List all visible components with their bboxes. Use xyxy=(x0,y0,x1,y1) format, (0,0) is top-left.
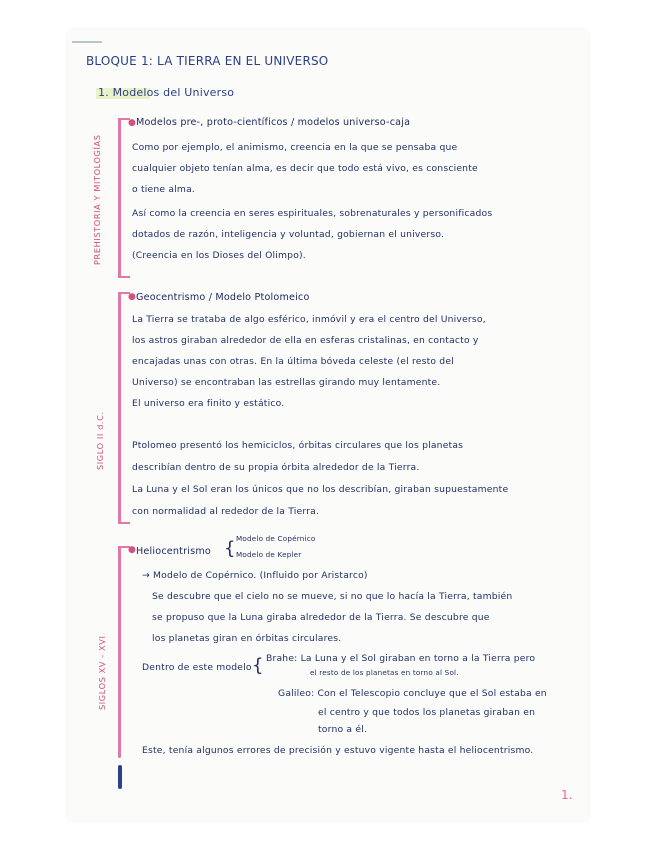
page-title: BLOQUE 1: LA TIERRA EN EL UNIVERSO xyxy=(86,54,329,68)
brace-icon: { xyxy=(224,538,236,559)
text-line: los planetas giran en órbitas circulares. xyxy=(152,633,342,644)
text-line: cualquier objeto tenían alma, es decir que todo está vivo, es consciente xyxy=(132,163,478,174)
heading-note-kepler: Modelo de Kepler xyxy=(236,550,302,559)
side-label-siglos-xv-xvi: SIGLOS XV - XVI xyxy=(97,635,107,710)
text-line: se propuso que la Luna giraba alrededor de la Tierra. Se descubre que xyxy=(152,612,490,623)
text-line: los astros giraban alrededor de ella en esferas cristalinas, en contacto y xyxy=(132,335,479,346)
brahe-line: el resto de los planetas en torno al Sol. xyxy=(310,668,459,677)
margin-mark xyxy=(118,765,122,789)
galileo-line: Galileo: Con el Telescopio concluye que el Sol estaba en xyxy=(278,688,547,699)
text-line: Como por ejemplo, el animismo, creencia en la que se pensaba que xyxy=(132,142,458,153)
text-line: Universo) se encontraban las estrellas girando muy lentamente. xyxy=(132,377,441,388)
text-line: o tiene alma. xyxy=(132,184,196,195)
final-line: Este, tenía algunos errores de precisión y estuvo vigente hasta el heliocentrismo. xyxy=(142,745,534,756)
galileo-line: torno a él. xyxy=(318,724,368,735)
text-line: Así como la creencia en seres espirituales, sobrenaturales y personificados xyxy=(132,208,493,219)
section-bracket-prehistory xyxy=(118,118,121,278)
bullet-icon: ● xyxy=(128,292,136,302)
side-label-siglo-ii: SIGLO II d.C. xyxy=(95,411,105,470)
galileo-line: el centro y que todos los planetas giraban en xyxy=(318,707,536,718)
text-line: Ptolomeo presentó los hemiciclos, órbitas circulares que los planetas xyxy=(132,440,464,451)
section-heading-prehistory: Modelos pre-, proto-científicos / modelos universo-caja xyxy=(136,117,411,128)
text-line: describían dentro de su propia órbita alrededor de la Tierra. xyxy=(132,462,420,473)
text-line: Se descubre que el cielo no se mueve, si no que lo hacía la Tierra, también xyxy=(152,591,513,602)
section-bracket-siglos-xv-xvi xyxy=(118,546,121,758)
bullet-icon: ● xyxy=(128,118,136,128)
text-line: La Luna y el Sol eran los únicos que no los describían, giraban supuestamente xyxy=(132,484,509,495)
bullet-icon: ● xyxy=(128,545,136,555)
text-line: El universo era finito y estático. xyxy=(132,398,285,409)
brace-icon: { xyxy=(252,655,264,676)
heading-note-copernico: Modelo de Copérnico xyxy=(236,534,316,543)
section-bracket-bottom xyxy=(118,276,130,278)
sub-heading-copernico: → Modelo de Copérnico. (Influido por Aristarco) xyxy=(142,570,368,581)
section-heading-geocentrismo: Geocentrismo / Modelo Ptolomeico xyxy=(136,292,310,303)
text-line: La Tierra se trataba de algo esférico, inmóvil y era el centro del Universo, xyxy=(132,314,486,325)
text-line: (Creencia en los Dioses del Olimpo). xyxy=(132,250,306,261)
text-line: con normalidad al rededor de la Tierra. xyxy=(132,506,320,517)
text-line: encajadas unas con otras. En la última bóveda celeste (el resto del xyxy=(132,356,454,367)
section-bracket-bottom xyxy=(118,522,130,524)
section-subtitle: 1. Modelos del Universo xyxy=(98,86,235,99)
top-rule xyxy=(72,41,102,43)
brahe-line: Brahe: La Luna y el Sol giraban en torno a la Tierra pero xyxy=(266,653,536,664)
section-heading-heliocentrismo: Heliocentrismo xyxy=(136,546,211,557)
side-label-prehistory: PREHISTORIA Y MITOLOGÍAS xyxy=(92,134,102,265)
page-number: 1. xyxy=(561,788,573,802)
text-line: dotados de razón, inteligencia y voluntad, gobiernan el universo. xyxy=(132,229,445,240)
section-bracket-siglo-ii xyxy=(118,292,121,524)
within-model-label: Dentro de este modelo xyxy=(142,662,252,673)
